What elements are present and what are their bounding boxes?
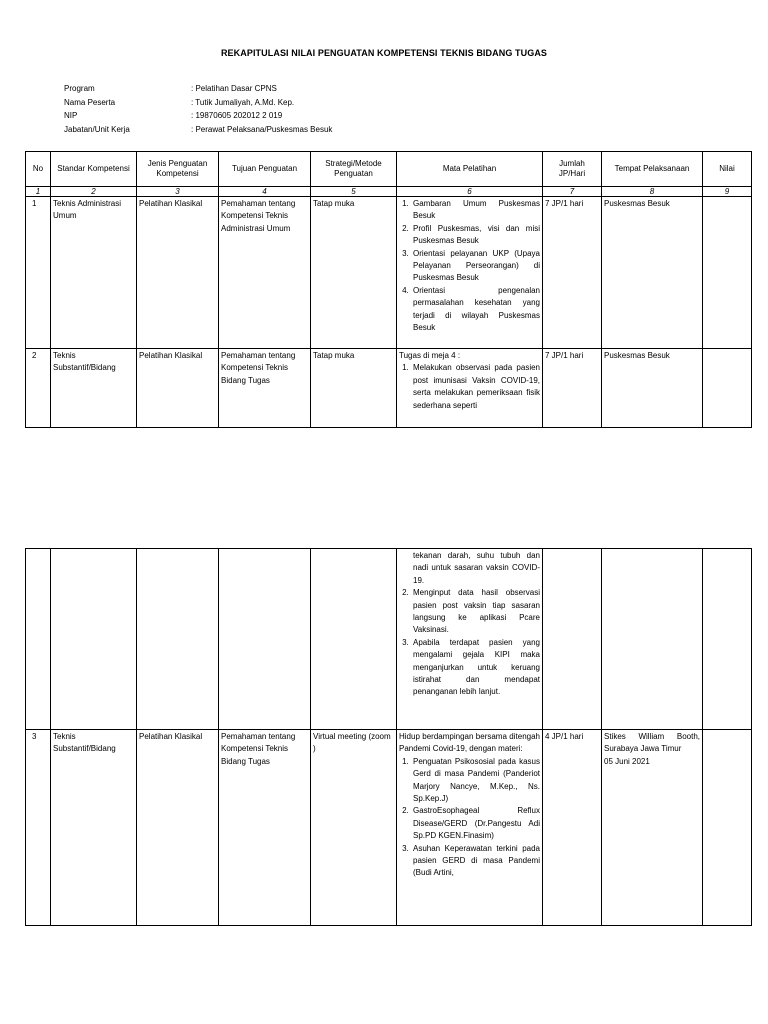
mata-pelatihan-intro: Tugas di meja 4 : xyxy=(399,351,461,360)
list-item: 4. Orientasi pengenalan permasalahan kesehatan yang terjadi di wilayah Puskesmas Besuk xyxy=(411,285,540,335)
header-jenis: Jenis Penguatan Kompetensi xyxy=(137,152,219,187)
row-standar: Teknis Administrasi Umum xyxy=(51,197,137,349)
mata-pelatihan-list xyxy=(399,198,540,334)
info-nip: NIP : 19870605 202012 2 019 xyxy=(64,111,283,121)
table-row-continued xyxy=(26,549,752,730)
row-strategi xyxy=(311,549,397,730)
row-standar xyxy=(51,549,137,730)
row-jumlah: 4 JP/1 hari xyxy=(543,730,602,926)
row-standar: Teknis Substantif/Bidang xyxy=(51,349,137,428)
row-tempat: Puskesmas Besuk xyxy=(602,349,703,428)
row-jumlah xyxy=(543,549,602,730)
column-number-row xyxy=(26,187,752,197)
row-no: 1 xyxy=(26,197,51,349)
col-number: 3 xyxy=(137,187,219,197)
list-item: 1. Penguatan Psikososial pada kasus Gerd di masa Pandemi (Panderiot Marjory Nancye, M.Kep., Ns. Sp.Kep.J) xyxy=(411,756,540,806)
table-row xyxy=(26,197,752,349)
row-jenis: Pelatihan Klasikal xyxy=(137,197,219,349)
list-item: 3. Apabila terdapat pasien yang mengalami gejala KIPI maka menganjurkan untuk keruang istirahat dan mendapat penanganan lebih lanjut. xyxy=(411,637,540,699)
col-number: 5 xyxy=(311,187,397,197)
header-no: No xyxy=(26,152,51,187)
header-standar: Standar Kompetensi xyxy=(51,152,137,187)
header-jumlah: Jumlah JP/Hari xyxy=(543,152,602,187)
mata-pelatihan-list xyxy=(399,756,540,880)
row-nilai xyxy=(703,730,752,926)
row-no: 2 xyxy=(26,349,51,428)
header-tempat: Tempat Pelaksanaan xyxy=(602,152,703,187)
col-number: 9 xyxy=(703,187,752,197)
tanggal-text: 05 Juni 2021 xyxy=(604,756,650,766)
row-strategi: Tatap muka xyxy=(311,349,397,428)
row-mata-pelatihan xyxy=(397,349,543,428)
row-tujuan: Pemahaman tentang Kompetensi Teknis Administrasi Umum xyxy=(219,197,311,349)
row-mata-pelatihan xyxy=(397,549,543,730)
col-number: 7 xyxy=(543,187,602,197)
row-tempat xyxy=(602,730,703,926)
col-number: 1 xyxy=(26,187,51,197)
row-mata-pelatihan xyxy=(397,197,543,349)
mata-pelatihan-list xyxy=(399,587,540,699)
info-jabatan: Jabatan/Unit Kerja : Perawat Pelaksana/Puskesmas Besuk xyxy=(64,125,333,135)
list-item: 2. Profil Puskesmas, visi dan misi Puskesmas Besuk xyxy=(411,223,540,248)
list-item: 3. Asuhan Keperawatan terkini pada pasien GERD di masa Pandemi (Budi Artini, xyxy=(411,843,540,880)
mata-pelatihan-list xyxy=(399,362,540,412)
header-tujuan: Tujuan Penguatan xyxy=(219,152,311,187)
col-number: 4 xyxy=(219,187,311,197)
competency-table-continued xyxy=(25,548,752,926)
row-tujuan xyxy=(219,549,311,730)
info-nama-peserta: Nama Peserta : Tutik Jumaliyah, A.Md. Kep. xyxy=(64,97,295,107)
list-item: 1. Melakukan observasi pada pasien post imunisasi Vaksin COVID-19, serta melakukan pemeriksaan fisik sederhana seperti xyxy=(411,362,540,412)
row-tempat xyxy=(602,549,703,730)
tempat-text: Stikes William Booth, Surabaya Jawa Timur xyxy=(604,732,700,754)
header-strategi: Strategi/Metode Penguatan xyxy=(311,152,397,187)
list-item: 2. Menginput data hasil observasi pasien post vaksin tiap sasaran langsung ke aplikasi Pcare Vaksinasi. xyxy=(411,587,540,637)
col-number: 2 xyxy=(51,187,137,197)
row-nilai xyxy=(703,349,752,428)
participant-info xyxy=(64,82,332,137)
row-jenis xyxy=(137,549,219,730)
table-row xyxy=(26,730,752,926)
row-tempat: Puskesmas Besuk xyxy=(602,197,703,349)
list-item: 2. GastroEsophageal Reflux Disease/GERD (Dr.Pangestu Adi Sp.PD KGEN.Finasim) xyxy=(411,805,540,842)
row-jenis: Pelatihan Klasikal xyxy=(137,730,219,926)
row-tujuan: Pemahaman tentang Kompetensi Teknis Bidang Tugas xyxy=(219,730,311,926)
continued-text: tekanan darah, suhu tubuh dan nadi untuk sasaran vaksin COVID-19. xyxy=(413,551,540,585)
row-jumlah: 7 JP/1 hari xyxy=(543,349,602,428)
row-no: 3 xyxy=(26,730,51,926)
row-tujuan: Pemahaman tentang Kompetensi Teknis Bidang Tugas xyxy=(219,349,311,428)
list-item: 3. Orientasi pelayanan UKP (Upaya Pelayanan Perseorangan) di Puskesmas Besuk xyxy=(411,248,540,285)
col-number: 6 xyxy=(397,187,543,197)
row-nilai xyxy=(703,549,752,730)
table-header-row xyxy=(26,152,752,187)
row-jumlah: 7 JP/1 hari xyxy=(543,197,602,349)
mata-pelatihan-intro: Hidup berdampingan bersama ditengah Pandemi Covid-19, dengan materi: xyxy=(399,732,540,754)
competency-table xyxy=(25,151,752,428)
header-nilai: Nilai xyxy=(703,152,752,187)
row-mata-pelatihan xyxy=(397,730,543,926)
document-title: REKAPITULASI NILAI PENGUATAN KOMPETENSI TEKNIS BIDANG TUGAS xyxy=(220,48,548,58)
list-item: 1. Gambaran Umum Puskesmas Besuk xyxy=(411,198,540,223)
row-jenis: Pelatihan Klasikal xyxy=(137,349,219,428)
row-standar: Teknis Substantif/Bidang xyxy=(51,730,137,926)
table-row xyxy=(26,349,752,428)
header-mata-pelatihan: Mata Pelatihan xyxy=(397,152,543,187)
row-no xyxy=(26,549,51,730)
info-program: Program : Pelatihan Dasar CPNS xyxy=(64,84,277,93)
col-number: 8 xyxy=(602,187,703,197)
row-nilai xyxy=(703,197,752,349)
row-strategi: Virtual meeting (zoom ) xyxy=(311,730,397,926)
row-strategi: Tatap muka xyxy=(311,197,397,349)
